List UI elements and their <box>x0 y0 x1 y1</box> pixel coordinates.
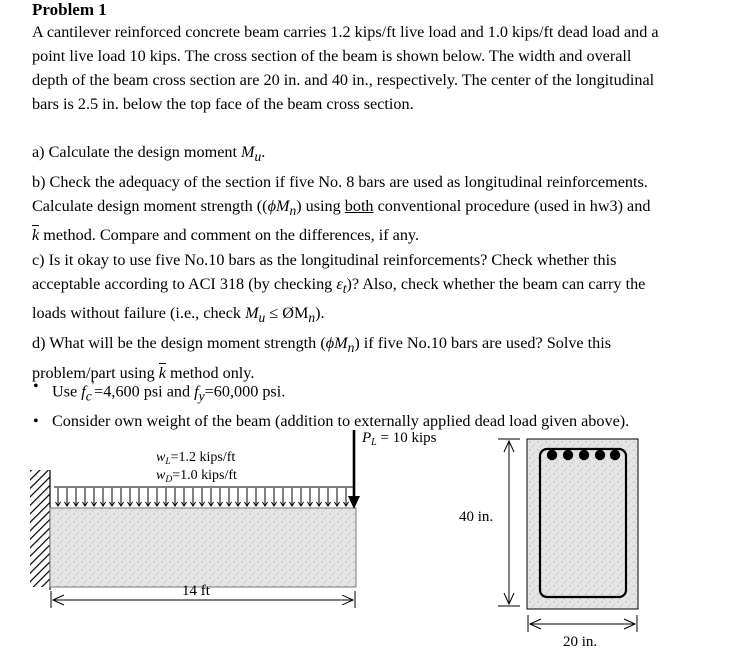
k-bar-symbol: k <box>159 361 166 385</box>
part-b-line3: k method. Compare and comment on the differences, if any. <box>32 223 740 247</box>
part-c-line2: acceptable according to ACI 318 (by checking $\varepsilon_t$)? Also, check whether the beam can carry the <box>32 274 646 297</box>
rebar <box>610 450 620 460</box>
bullet-item: • Consider own weight of the beam (addition to externally applied dead load given above). <box>32 409 742 433</box>
k-bar-symbol: k <box>32 223 39 247</box>
dead-load-label: $w_D=1.0$ kips/ft <box>156 468 237 485</box>
part-d-line1: d) What will be the design moment strength $(\phi M_n)$ if five No.10 bars are used? Solve this <box>32 334 612 356</box>
bullet-item: • Use $f_c'=4,600$ psi and $f_y=60,000$ psi. <box>32 374 742 409</box>
bullet-icon: • <box>33 411 39 430</box>
fixed-support-wall <box>30 470 50 587</box>
rebar <box>595 450 605 460</box>
part-d-line2: problem/part using k method only. <box>32 361 740 385</box>
span-label: 14 ft <box>182 583 210 599</box>
part-b-line1: b) Check the adequacy of the section if five No. 8 bars are used as longitudinal reinforcements. <box>32 172 648 191</box>
rebar <box>547 450 557 460</box>
intro-line: point live load 10 kips. The cross section of the beam is shown below. The width and overall <box>32 47 632 65</box>
part-c-line3: loads without failure (i.e., check $M_u$ ≤ $ØM_n$). <box>32 304 325 326</box>
intro-line: A cantilever reinforced concrete beam carries 1.2 kips/ft live load and 1.0 kips/ft dead load and a <box>32 23 659 41</box>
cross-section-outline <box>527 439 638 609</box>
bullet-icon: • <box>33 377 39 395</box>
underlined-word: both <box>344 196 374 215</box>
point-load-label: $P_L = 10$ kips <box>362 430 437 448</box>
cantilever-beam <box>50 508 356 587</box>
intro-line: bars is 2.5 in. below the top face of the beam cross section. <box>32 95 414 113</box>
problem-title: Problem 1 <box>32 0 107 19</box>
part-b-line2: Calculate design moment strength ($(\phi M_n)$ using both conventional procedure (used in hw3) and <box>32 196 651 219</box>
intro-line: depth of the beam cross section are 20 in. and 40 in., respectively. The center of the longitudinal <box>32 71 655 89</box>
point-load-arrow-head <box>348 496 360 509</box>
width-label: 20 in. <box>563 634 598 650</box>
live-load-label: $w_L=1.2$ kips/ft <box>156 450 236 467</box>
rebar <box>579 450 589 460</box>
part-c-line1: c) Is it okay to use five No.10 bars as the longitudinal reinforcements? Check whether this <box>32 250 617 269</box>
depth-label: 40 in. <box>459 509 494 525</box>
rebar <box>563 450 573 460</box>
distributed-load-arrows <box>56 488 349 506</box>
part-a: a) Calculate the design moment $M_u$. <box>32 143 266 165</box>
